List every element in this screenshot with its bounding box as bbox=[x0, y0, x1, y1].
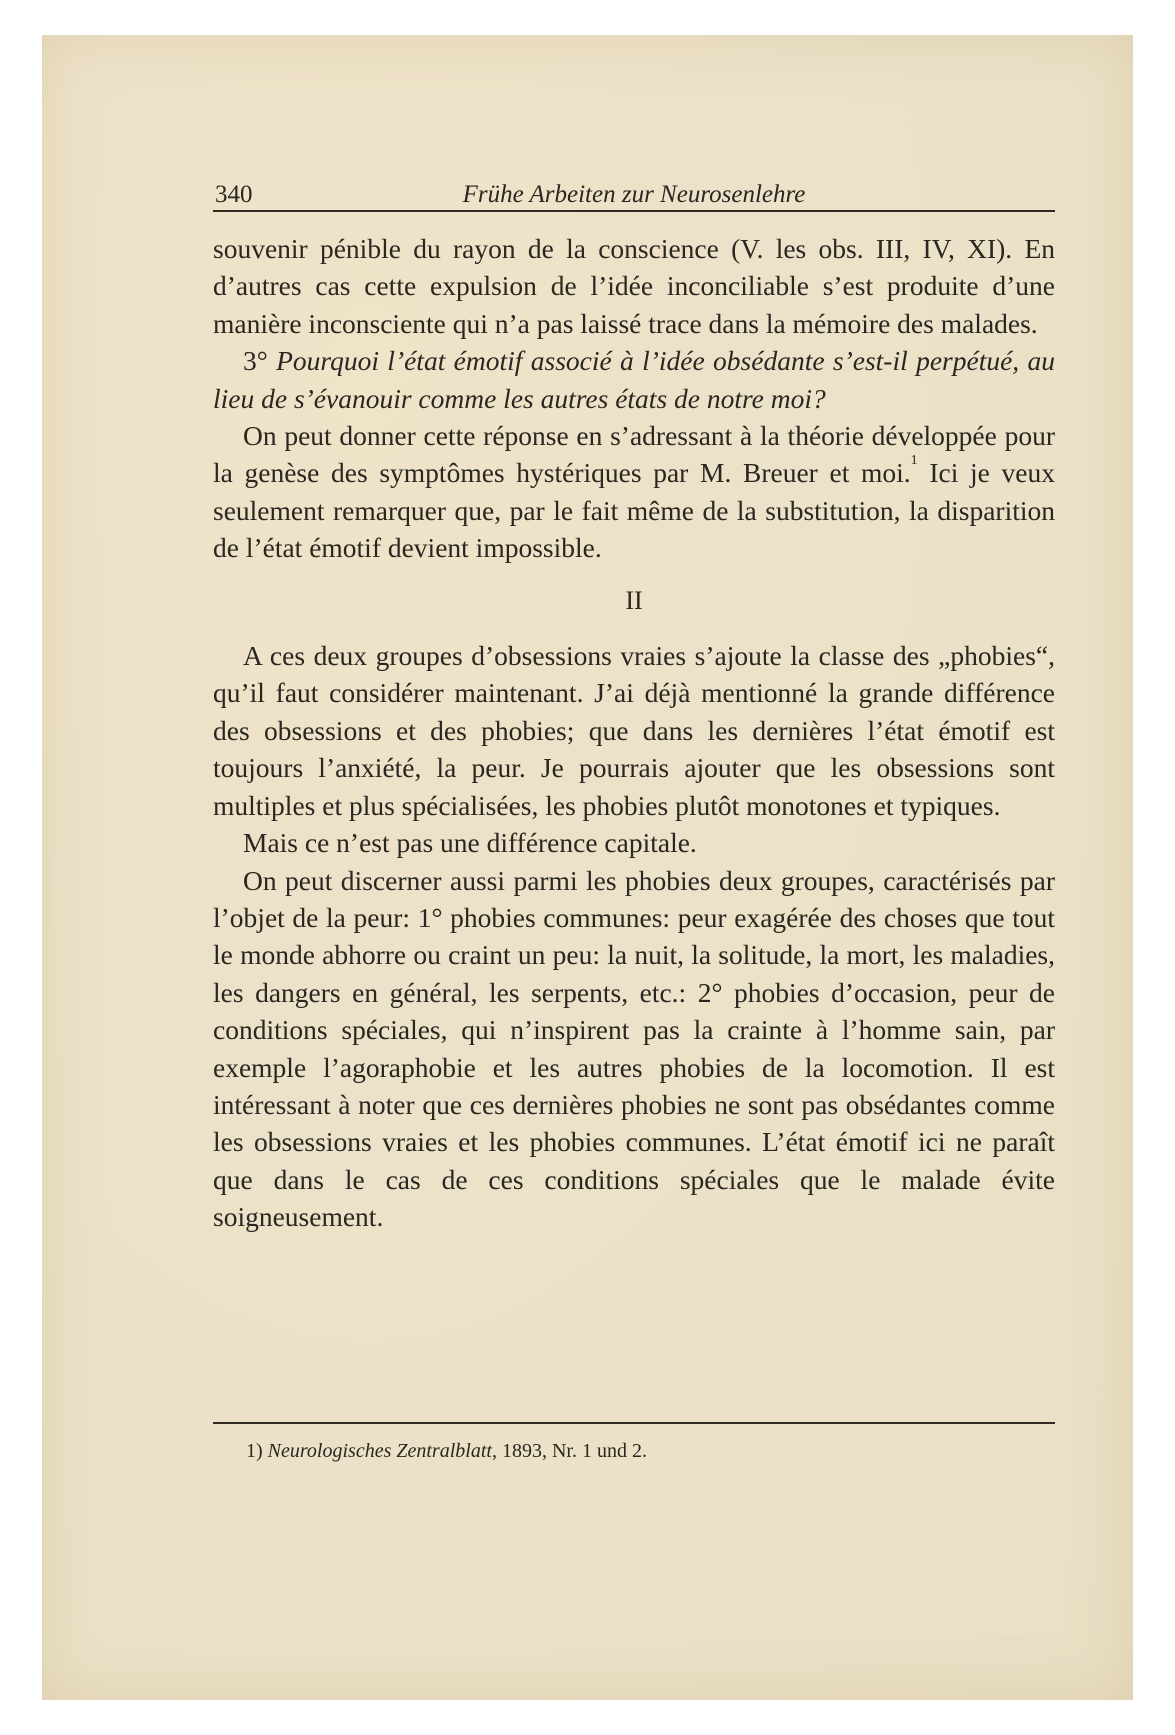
paragraph-2-text: On peut donner cette réponse en s’adressant à la théorie développée pour la genèse des symptômes hystériques par M. Breuer et moi. bbox=[213, 420, 1055, 489]
paragraph-2-continued: Ici je veux seulement remarquer que, par le fait même de la substitution, la disparition de l’état émotif devient impossible. bbox=[213, 457, 1055, 564]
page-number: 340 bbox=[215, 181, 253, 208]
footnote-details: , 1893, Nr. 1 und 2. bbox=[491, 1440, 647, 1462]
footnote-marker: 1) bbox=[246, 1440, 263, 1462]
section-heading: II bbox=[625, 585, 643, 615]
running-title: Frühe Arbeiten zur Neurosenlehre bbox=[462, 181, 806, 208]
paragraph-5: On peut discerner aussi parmi les phobies deux groupes, caractérisés par l’objet de la peur: 1° phobies communes: peur exagérée des choses que tout le monde abhorre ou craint un peu: la nuit, la solitude, la mort, les maladies, les dangers en général, les serpents, etc.: 2° phobies d’occasion, peur de conditions spéciales, qui n’inspirent pas la crainte à l’homme sain, par exemple l’agoraphobie et les autres phobies de la locomotion. Il est intéressant à noter que ces dernières phobies ne sont pas obsédantes comme les obsessions vraies et les phobies communes. L’état émotif ici ne paraît que dans le cas de ces conditions spéciales que le malade évite soigneusement. bbox=[213, 864, 1055, 1233]
question-text: Pourquoi l’état émotif associé à l’idée obsédante s’est-il perpétué, au lieu de s’évanouir comme les autres états de notre moi? bbox=[213, 345, 1055, 414]
footnote-reference[interactable]: 1 bbox=[910, 453, 918, 469]
paragraph-3: A ces deux groupes d’obsessions vraies s’ajoute la classe des „phobies“, qu’il faut considérer maintenant. J’ai déjà mentionné la grande différence des obsessions et des phobies; que dans les dernières l’état émotif est toujours l’anxiété, la peur. Je pourrais ajouter que les obsessions sont multiples et plus spécialisées, les phobies plutôt monotones et typiques. bbox=[213, 640, 1055, 821]
footnote-divider bbox=[213, 1422, 1055, 1424]
question-number: 3° bbox=[243, 345, 268, 377]
paragraph-4: Mais ce n’est pas une différence capitale. bbox=[243, 827, 697, 859]
footnote-source: Neurologisches Zentralblatt bbox=[267, 1440, 492, 1462]
paragraph-2 bbox=[213, 417, 1055, 567]
page-header bbox=[213, 180, 1055, 212]
footnote bbox=[246, 1440, 647, 1463]
paragraph-1: souvenir pénible du rayon de la conscience (V. les obs. III, IV, XI). En d’autres cas cette expulsion de l’idée inconciliable s’est produite d’une manière inconsciente qui n’a pas laissé trace dans la mémoire des malades. bbox=[213, 233, 1055, 339]
question-3 bbox=[213, 342, 1055, 417]
body-text bbox=[213, 230, 1055, 1236]
